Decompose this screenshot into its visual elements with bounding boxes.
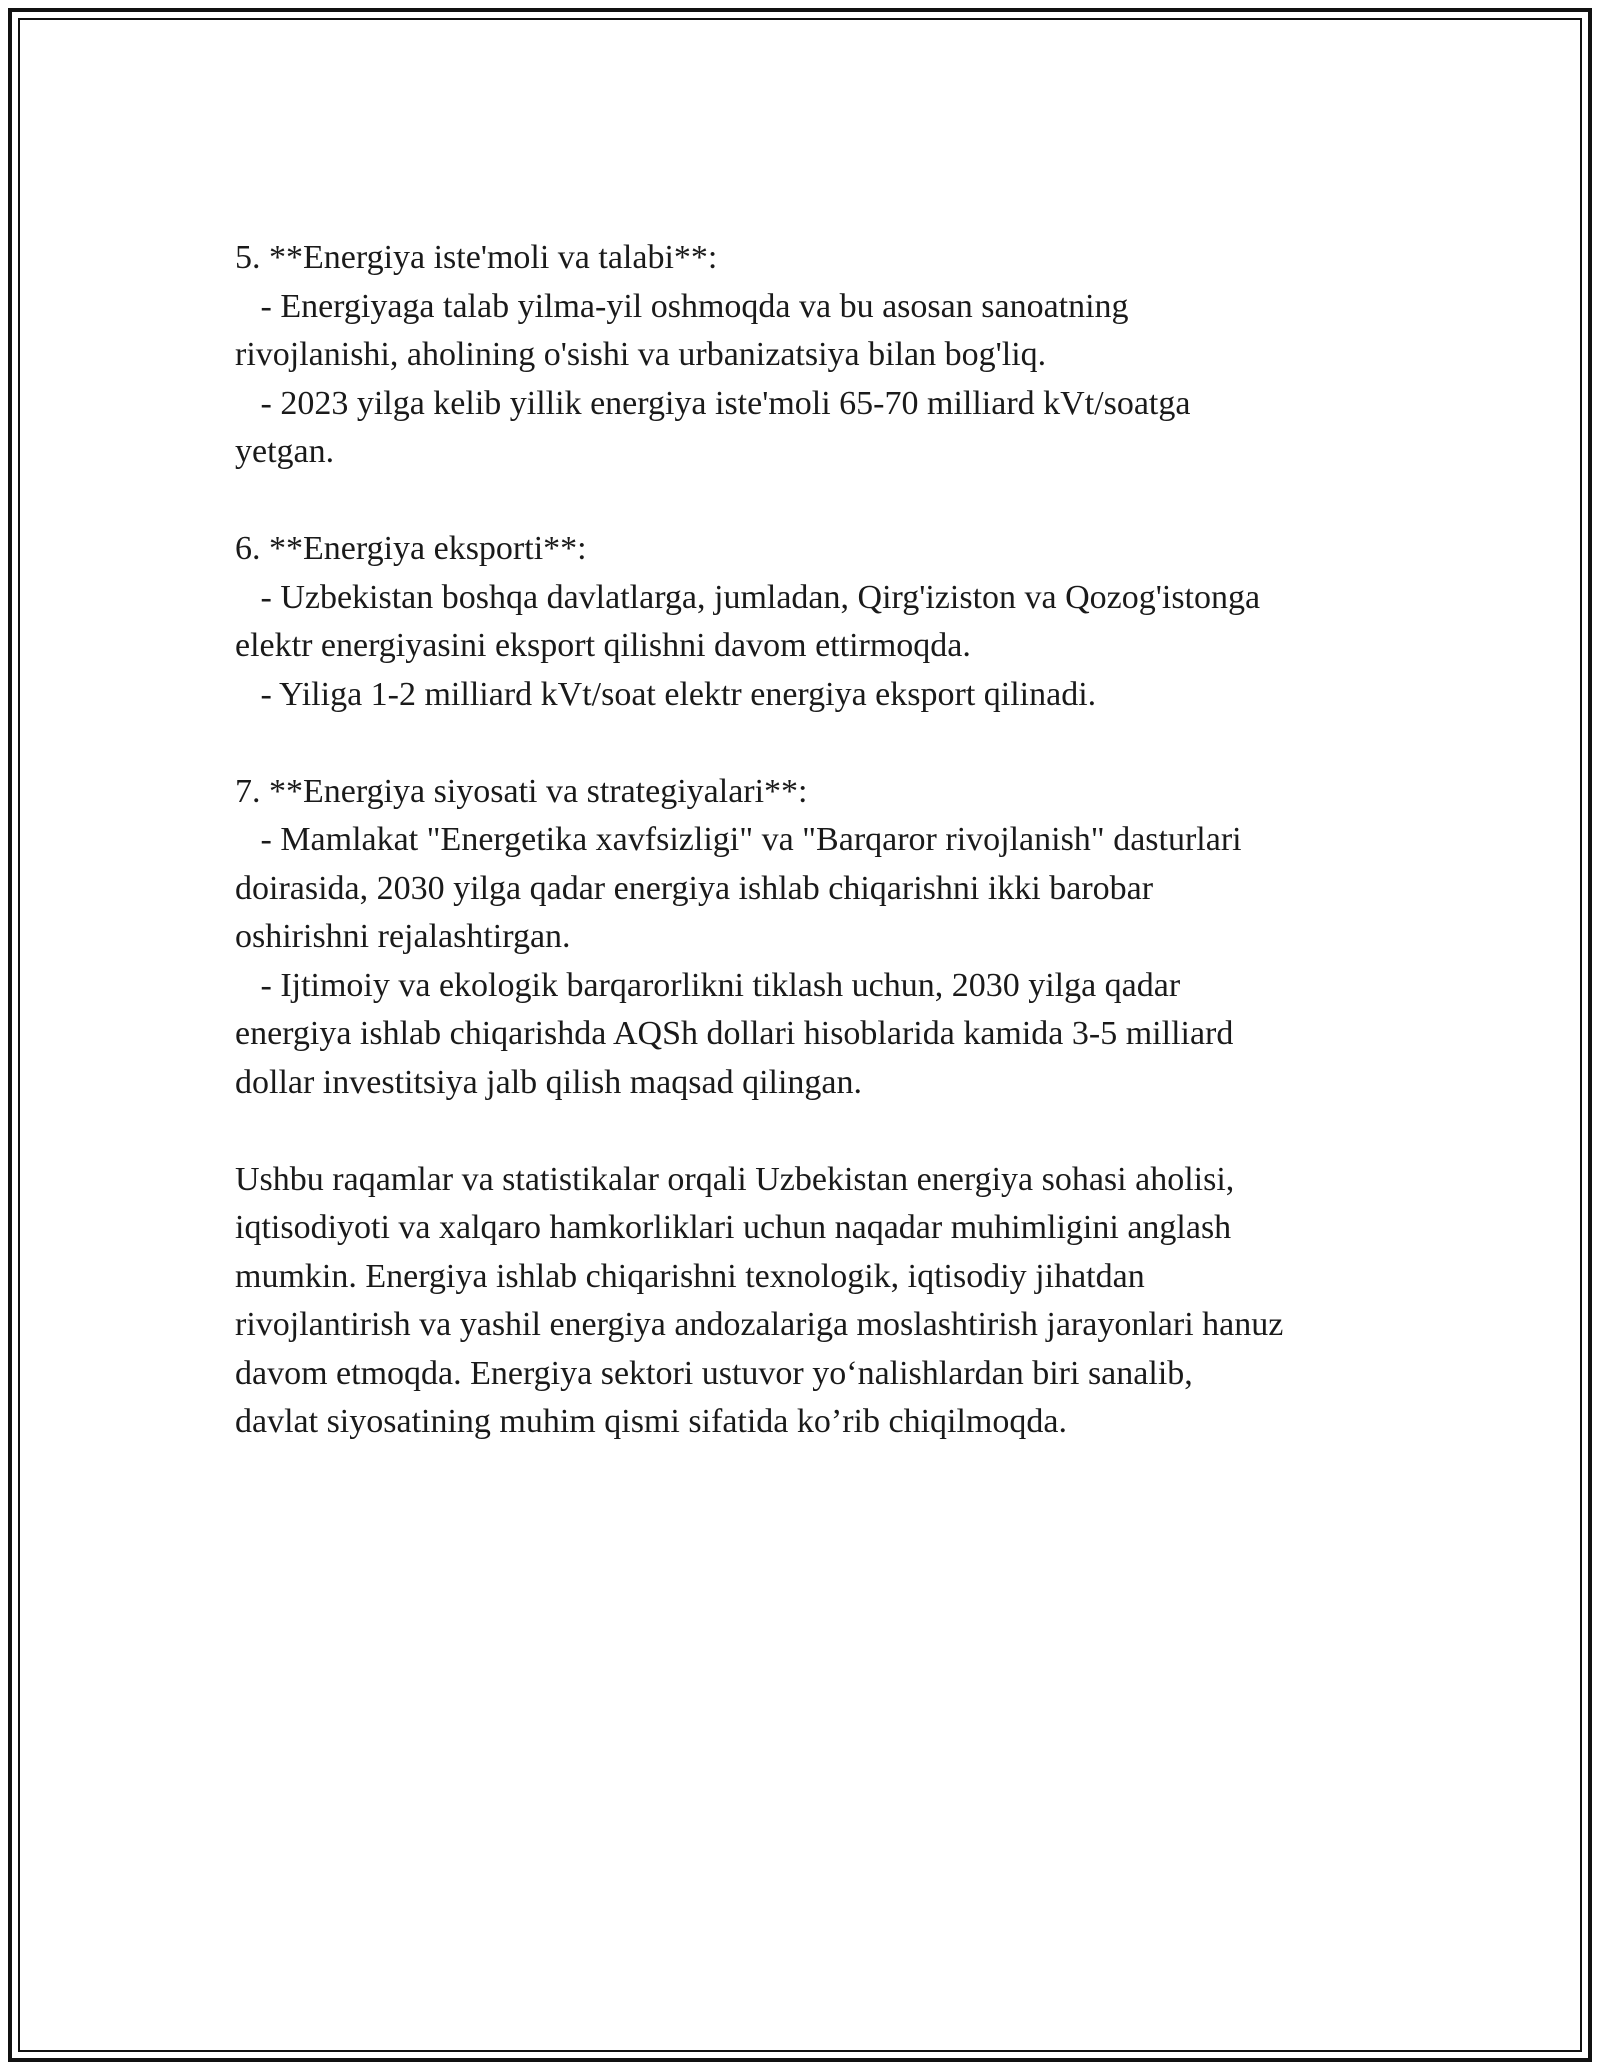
section-energy-policy	[235, 768, 1385, 1108]
section-heading: 6. **Energiya eksporti**:	[235, 530, 587, 567]
text-line: energiya ishlab chiqarishda AQSh dollari hisoblarida kamida 3-5 milliard	[235, 1015, 1234, 1052]
section-heading: 5. **Energiya iste'moli va talabi**:	[235, 239, 718, 276]
text-line: davlat siyosatining muhim qismi sifatida ko’rib chiqilmoqda.	[235, 1403, 1067, 1440]
text-line: Ushbu raqamlar va statistikalar orqali Uzbekistan energiya sohasi aholisi,	[235, 1160, 1235, 1198]
text-line: - Yiliga 1-2 milliard kVt/soat elektr energiya eksport qilinadi.	[235, 675, 1097, 713]
text-line: davom etmoqda. Energiya sektori ustuvor yo‘nalishlardan biri sanalib,	[235, 1354, 1193, 1392]
text-line: rivojlanishi, aholining o'sishi va urbanizatsiya bilan bog'liq.	[235, 336, 1047, 373]
section-energy-export	[235, 525, 1385, 719]
text-line: - Energiyaga talab yilma-yil oshmoqda va bu asosan sanoatning	[235, 287, 1129, 325]
text-line: mumkin. Energiya ishlab chiqarishni texnologik, iqtisodiy jihatdan	[235, 1257, 1145, 1295]
section-heading: 7. **Energiya siyosati va strategiyalari**:	[235, 772, 808, 810]
section-energy-consumption	[235, 234, 1385, 477]
text-line: elektr energiyasini eksport qilishni davom ettirmoqda.	[235, 627, 971, 664]
text-line: iqtisodiyoti va xalqaro hamkorliklari uchun naqadar muhimligini anglash	[235, 1209, 1232, 1246]
text-line: doirasida, 2030 yilga qadar energiya ishlab chiqarishni ikki barobar	[235, 869, 1154, 907]
text-line: rivojlantirish va yashil energiya andozalariga moslashtirish jarayonlari hanuz	[235, 1306, 1284, 1343]
text-line: oshirishni rejalashtirgan.	[235, 918, 571, 955]
text-line: - Ijtimoiy va ekologik barqarorlikni tiklash uchun, 2030 yilga qadar	[235, 966, 1181, 1004]
document-body	[235, 234, 1385, 1495]
text-line: yetgan.	[235, 433, 335, 470]
text-line: - Mamlakat "Energetika xavfsizligi" va "Barqaror rivojlanish" dasturlari	[235, 821, 1242, 858]
text-line: - Uzbekistan boshqa davlatlarga, jumladan, Qirg'iziston va Qozog'istonga	[235, 578, 1261, 616]
text-line: dollar investitsiya jalb qilish maqsad qilingan.	[235, 1063, 863, 1101]
conclusion-paragraph	[235, 1156, 1385, 1447]
text-line: - 2023 yilga kelib yillik energiya iste'moli 65-70 milliard kVt/soatga	[235, 384, 1191, 422]
